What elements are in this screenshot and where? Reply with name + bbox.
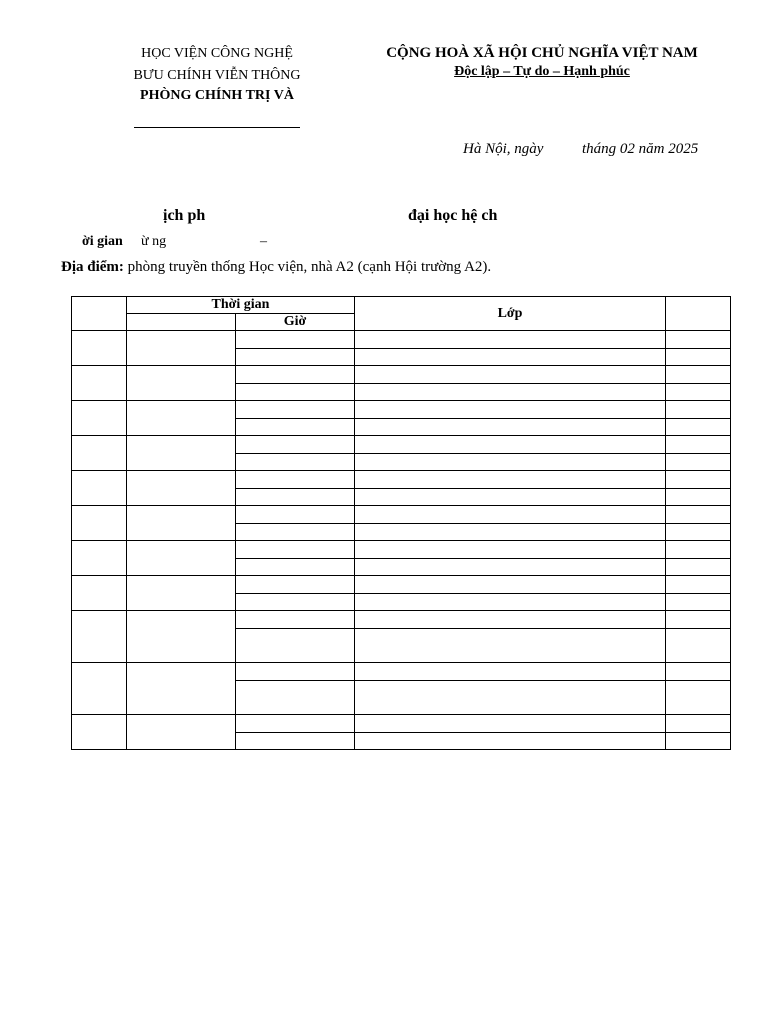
table-cell [666,733,731,750]
table-cell [355,733,666,750]
table-cell [127,576,236,611]
table-row [72,541,731,559]
table-cell [72,471,127,506]
table-cell [666,471,731,489]
table-row [72,471,731,489]
table-cell [127,401,236,436]
time-label: ời gian [82,234,123,249]
table-cell [72,663,127,715]
org-name-line2: BƯU CHÍNH VIỄN THÔNG [133,68,301,83]
table-cell [236,629,355,663]
table-cell [236,384,355,401]
table-cell [355,506,666,524]
table-cell [355,436,666,454]
time-dash: – [260,234,267,249]
location-label: Địa điểm: [61,259,124,275]
national-title: CỘNG HOÀ XÃ HỘI CHỦ NGHĨA VIỆT NAM [386,45,698,61]
table-cell [72,366,127,401]
table-cell [355,541,666,559]
table-cell [236,715,355,733]
table-row [72,506,731,524]
national-motto: Độc lập – Tự do – Hạnh phúc [454,64,630,79]
table-cell [355,663,666,681]
table-cell [236,349,355,366]
table-row [72,611,731,629]
table-cell [236,419,355,436]
table-row [72,715,731,733]
time-value: ừ ng [141,234,167,249]
table-cell [666,559,731,576]
table-cell [127,471,236,506]
table-cell [236,681,355,715]
table-cell [236,541,355,559]
table-row [72,366,731,384]
table-cell [666,681,731,715]
table-cell [666,349,731,366]
table-cell [72,506,127,541]
table-cell [236,489,355,506]
table-cell [236,401,355,419]
table-cell [236,366,355,384]
schedule-table [71,296,731,750]
table-cell [666,541,731,559]
table-cell [236,471,355,489]
table-row [72,331,731,349]
table-cell [72,541,127,576]
table-cell [355,331,666,349]
table-row [72,436,731,454]
location-line [61,259,491,276]
header-hour: Giờ [236,314,355,331]
table-cell [236,559,355,576]
table-cell [236,524,355,541]
table-cell [72,715,127,750]
table-cell [666,663,731,681]
table-cell [666,489,731,506]
table-cell [127,611,236,663]
table-cell [127,506,236,541]
table-cell [236,594,355,611]
table-cell [355,489,666,506]
table-cell [127,366,236,401]
doc-title-left: ịch ph [163,207,206,224]
org-department: PHÒNG CHÍNH TRỊ VÀ [140,88,294,103]
table-cell [236,436,355,454]
table-row [72,576,731,594]
table-cell [355,576,666,594]
table-cell [666,629,731,663]
location-value: phòng truyền thống Học viện, nhà A2 (cạnh Hội trường A2). [127,259,492,275]
org-name-line1: HỌC VIỆN CÔNG NGHỆ [141,46,293,61]
table-cell [355,681,666,715]
table-cell [666,331,731,349]
table-cell [127,331,236,366]
table-cell [666,401,731,419]
table-cell [666,715,731,733]
table-cell [236,663,355,681]
table-cell [355,715,666,733]
table-cell [236,454,355,471]
table-cell [666,524,731,541]
date-place-day: Hà Nội, ngày [463,141,544,157]
table-cell [355,454,666,471]
table-cell [355,349,666,366]
table-cell [355,419,666,436]
table-cell [666,454,731,471]
table-cell [666,419,731,436]
table-cell [236,576,355,594]
table-cell [666,384,731,401]
table-cell [355,401,666,419]
header-class: Lớp [355,297,666,331]
table-cell [127,715,236,750]
table-cell [236,331,355,349]
table-cell [355,629,666,663]
table-cell [355,559,666,576]
table-cell [236,611,355,629]
table-cell [355,366,666,384]
table-cell [72,436,127,471]
header-divider [134,127,300,128]
table-cell [127,663,236,715]
table-cell [72,401,127,436]
table-cell [666,611,731,629]
table-cell [355,611,666,629]
table-cell [236,733,355,750]
table-cell [666,594,731,611]
header-empty-right [666,297,731,331]
table-cell [72,576,127,611]
table-cell [72,331,127,366]
table-cell [127,541,236,576]
date-month-year: tháng 02 năm 2025 [582,141,699,157]
table-cell [666,506,731,524]
table-cell [355,384,666,401]
table-cell [72,611,127,663]
table-cell [666,436,731,454]
table-cell [666,576,731,594]
table-row [72,663,731,681]
header-time: Thời gian [127,297,355,314]
doc-title-right: đại học hệ ch [408,207,498,224]
table-cell [355,524,666,541]
table-cell [127,436,236,471]
header-sub-empty [127,314,236,331]
header-empty-left [72,297,127,331]
table-row [72,401,731,419]
table-cell [355,594,666,611]
table-cell [666,366,731,384]
table-cell [236,506,355,524]
table-cell [355,471,666,489]
